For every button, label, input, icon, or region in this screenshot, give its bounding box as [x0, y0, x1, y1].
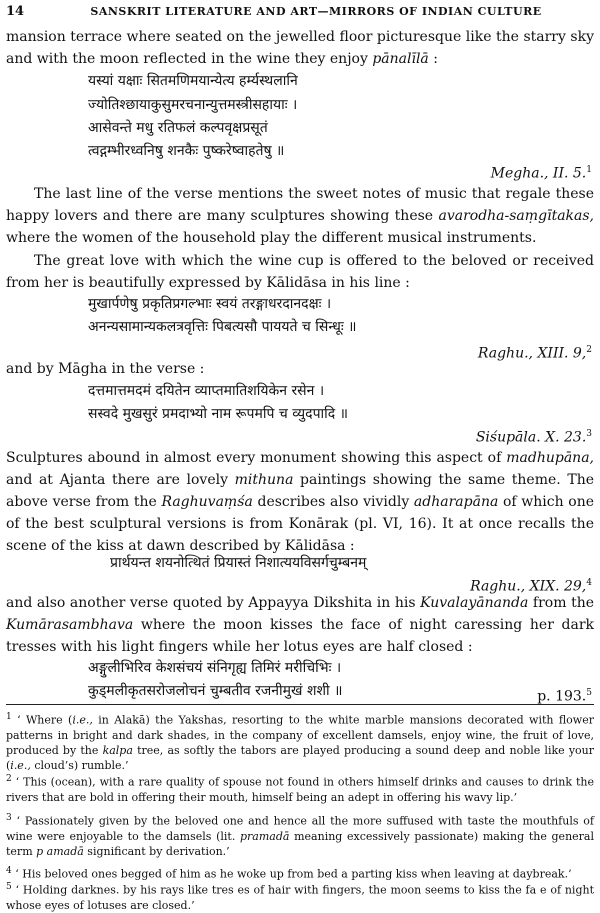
- verse-megha-line-4: त्वद्गम्भीरध्वनिषु शनकैः पुष्करेष्वाहतेषु ॥: [88, 143, 285, 159]
- paragraph-magha: [6, 358, 594, 380]
- footnote-italic: pramadā: [240, 829, 290, 843]
- footnote-text: ‘ Where (: [11, 713, 73, 727]
- paragraph-text: of which one of the best sculptural versions is from Konārak (pl. VI, 16). It at once recalls the scene of the kiss at dawn described by Kālidāsa :: [6, 494, 594, 554]
- footnote-number: 5: [6, 882, 12, 892]
- footnote-number: 3: [6, 813, 12, 823]
- footnote-italic: kalpa: [102, 743, 133, 757]
- title-raghuvamsa: Raghuvaṃśa: [161, 494, 253, 510]
- term-adharapana: adharapāna: [413, 494, 499, 510]
- footnote-italic: i.e.,: [72, 713, 93, 727]
- citation-megha: [491, 160, 592, 184]
- term-mithuna: mithuna: [234, 472, 294, 488]
- footnote-number: 4: [6, 866, 12, 876]
- citation-text: Raghu., XIII. 9,: [477, 345, 587, 362]
- footnote-italic: p amadā: [36, 844, 84, 858]
- paragraph-last-line: [6, 183, 594, 249]
- footnote-text: tree, as softly the tabors are played producing a sound deep and noble like your (: [6, 743, 595, 772]
- verse-megha-line-1: यस्यां यक्षाः सितमणिमयान्येत्य हर्म्यस्थलानि: [88, 73, 298, 89]
- verse-raghu-line-2: अनन्यसामान्यकलत्रवृत्तिः पिबत्यसौ पाययते च सिन्धूः ॥: [88, 319, 357, 335]
- footnote-4: [6, 864, 594, 882]
- citation-text: Raghu., XIX. 29,: [470, 578, 587, 595]
- footnote-italic: i.e.,: [10, 758, 31, 772]
- paragraph-great-love: [6, 250, 594, 294]
- paragraph-text: from the: [528, 595, 594, 611]
- verse-sisupala-line-2: सस्वदे मुखसुरं प्रमदाभ्यो नाम रूपमपि च व्युदपादि ॥: [88, 406, 349, 422]
- paragraph-text: paintings showing the same theme. The above verse from the: [6, 472, 594, 510]
- footnote-text: ‘ This (ocean), with a rare quality of spouse not found in others himself drinks and causes to drink the rivers that are bold in offering their mouth, himself being an adept in offering his wavy lip.’: [6, 775, 594, 804]
- footnote-2: [6, 772, 594, 805]
- title-kuvalayananda: Kuvalayānanda: [420, 595, 529, 611]
- paragraph-mansion-terrace: [6, 26, 594, 70]
- page-header: [6, 4, 594, 20]
- footnote-text: in Alakā) the Yakshas, resorting to the white marble mansions decorated with flower patterns in bright and dark shades, in the company of excellent damsels, enjoy wine, the fruit of love, produced by the: [6, 713, 594, 757]
- term-madhupana: madhupāna,: [506, 450, 594, 466]
- footnote-text: cloud’s) rumble.’: [30, 758, 129, 772]
- citation-text: p. 193.: [537, 688, 587, 705]
- citation-sisupala: [476, 424, 592, 448]
- footnote-ref: 3: [586, 429, 592, 439]
- paragraph-text: :: [428, 51, 438, 67]
- paragraph-text: The last line of the verse mentions the sweet notes of music that regale these happy lovers and there are many sculptures showing these: [6, 186, 594, 224]
- paragraph-text: and by Māgha in the verse :: [6, 361, 205, 377]
- footnote-1: [6, 710, 594, 773]
- title-kumarasambhava: Kumārasambhava: [6, 617, 134, 633]
- paragraph-text: where the moon kisses the face of night caressing her dark tresses with his light fingers while her lotus eyes are half closed :: [6, 617, 594, 655]
- verse-raghu-xix-line-1: प्रार्थयन्त शयनोत्थितं प्रियास्तं निशात्ययविसर्गचुम्बनम्: [110, 555, 367, 571]
- footnote-ref: 4: [586, 578, 592, 588]
- footnote-number: 1: [6, 712, 12, 722]
- footnote-ref: 1: [586, 165, 592, 175]
- paragraph-appayya: [6, 592, 594, 658]
- footnote-text: ‘ Passionately given by the beloved one and hence all the more suffused with taste the mouthfuls of wine were enjoyable to the damsels (lit.: [6, 814, 594, 843]
- paragraph-sculptures: [6, 447, 594, 557]
- footnote-text: ‘ His beloved ones begged of him as he woke up from bed a parting kiss when leaving at daybreak.’: [11, 867, 572, 881]
- footnote-ref: 2: [586, 345, 592, 355]
- footnote-text: ‘ Holding darknes. by his rays like tres es of hair with fingers, the moon seems to kiss the fa e of night whose eyes of lotuses are closed.’: [6, 883, 594, 912]
- term-avarodha: avarodha-saṃgītakas,: [438, 208, 594, 224]
- paragraph-text: mansion terrace where seated on the jewelled floor picturesque like the starry sky and with the moon reflected in the wine they enjoy: [6, 29, 594, 67]
- term-panalila: pānalīlā: [372, 51, 429, 67]
- footnote-3: [6, 811, 594, 859]
- verse-raghu-line-1: मुखार्पणेषु प्रकृतिप्रगल्भाः स्वयं तरङ्गाधरदानदक्षः ।: [88, 296, 332, 312]
- page-number: 14: [6, 4, 25, 19]
- running-title: SANSKRIT LITERATURE AND ART—MIRRORS OF INDIAN CULTURE: [90, 5, 542, 18]
- paragraph-text: Sculptures abound in almost every monument showing this aspect of: [6, 450, 507, 466]
- footnote-divider: [6, 704, 594, 705]
- verse-kumara-line-2: कुड्मलीकृतसरोजलोचनं चुम्बतीव रजनीमुखं शशी ॥: [88, 683, 343, 699]
- paragraph-text: and also another verse quoted by Appayya Dikshita in his: [6, 595, 421, 611]
- verse-megha-line-2: ज्योतिश्छायाकुसुमरचनान्युत्तमस्त्रीसहायाः ।: [88, 97, 298, 113]
- verse-kumara-line-1: अङ्गुलीभिरिव केशसंचयं संनिगृह्य तिमिरं मरीचिभिः ।: [88, 660, 342, 676]
- paragraph-text: and at Ajanta there are lovely: [6, 472, 235, 488]
- footnote-text: meaning excessively passionate) making the general term: [6, 829, 594, 858]
- footnote-text: significant by derivation.’: [83, 844, 230, 858]
- footnote-ref: 5: [586, 688, 592, 698]
- footnote-number: 2: [6, 774, 12, 784]
- verse-megha-line-3: आसेवन्ते मधु रतिफलं कल्पवृक्षप्रसूतं: [88, 120, 268, 136]
- paragraph-text: The great love with which the wine cup is offered to the beloved or received from her is beautifully expressed by Kālidāsa in his line :: [6, 253, 594, 291]
- citation-text: Megha., II. 5.: [490, 165, 587, 182]
- verse-sisupala-line-1: दत्तमात्तमदमं दयितेन व्याप्तमातिशयिकेन रसेन ।: [88, 383, 325, 399]
- paragraph-text: where the women of the household play the different musical instruments.: [6, 230, 537, 246]
- paragraph-text: describes also vividly: [252, 494, 414, 510]
- citation-text: Siśupāla. X. 23.: [475, 429, 587, 446]
- footnote-5: [6, 880, 594, 913]
